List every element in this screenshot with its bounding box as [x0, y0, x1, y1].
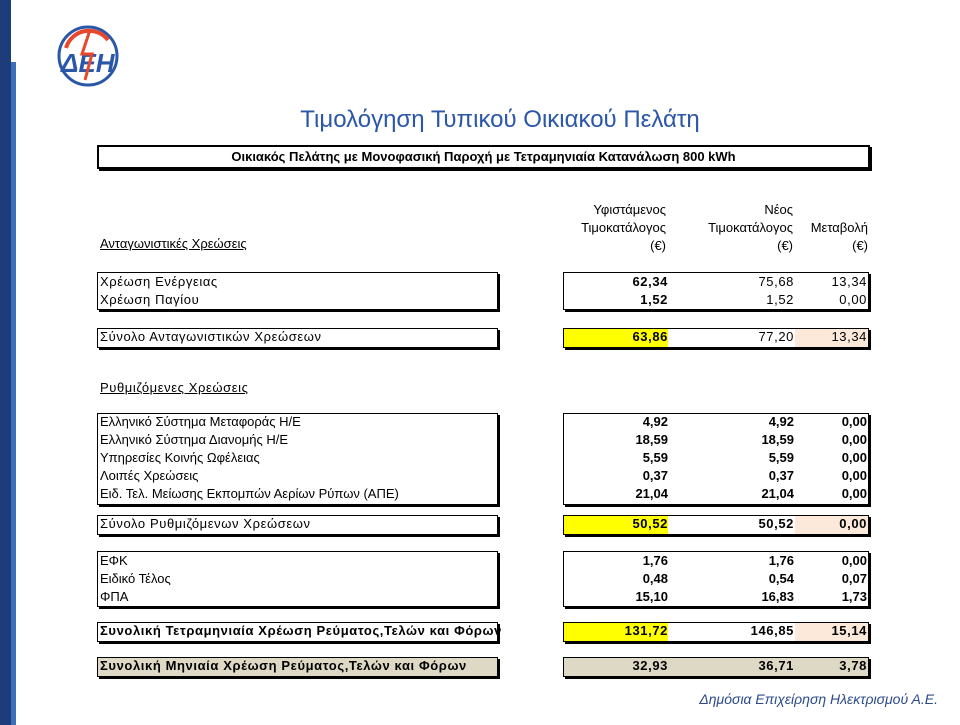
row-value-change: 1,73: [841, 589, 867, 604]
row-value-new: 0,37: [768, 468, 794, 483]
footer-company-name: Δημόσια Επιχείρηση Ηλεκτρισμού Α.Ε.: [699, 691, 938, 707]
row-value-new: 1,52: [766, 292, 794, 307]
row-value-change: 0,00: [841, 432, 867, 447]
row-value-current: 21,04: [635, 486, 668, 501]
row-label: Υπηρεσίες Κοινής Ωφέλειας: [100, 450, 260, 465]
col-header-change-line2: (€): [852, 238, 868, 253]
row-label: Ειδικό Τέλος: [100, 571, 171, 586]
row-value-new: 36,71: [758, 658, 794, 673]
subtitle: Οικιακός Πελάτης με Μονοφασική Παροχή με Τετραμηνιαία Κατανάλωση 800 kWh: [231, 149, 736, 164]
row-label: Ελληνικό Σύστημα Διανομής Η/Ε: [100, 432, 288, 447]
row-value-change: 13,34: [831, 274, 867, 289]
row-value-current: 0,37: [642, 468, 668, 483]
row-value-change: 0,00: [841, 486, 867, 501]
col-header-change: [800, 219, 868, 255]
deh-logo: [52, 18, 122, 98]
row-value-current: 32,93: [632, 658, 668, 673]
subtitle-box: [97, 145, 870, 169]
competitive-section-label: Ανταγωνιστικές Χρεώσεις: [100, 236, 247, 251]
row-value-new: 5,59: [768, 450, 794, 465]
sidebar-light-stripe: [11, 62, 16, 725]
row-value-current: 62,34: [632, 274, 668, 289]
row-value-change: 13,34: [831, 329, 867, 344]
row-value-new: 1,76: [768, 553, 794, 568]
row-value-new: 18,59: [761, 432, 794, 447]
row-label: Λοιπές Χρεώσεις: [100, 468, 199, 483]
row-value-change: 0,00: [841, 553, 867, 568]
col-header-current-line3: (€): [650, 238, 666, 253]
row-label: Χρέωση Ενέργειας: [100, 274, 218, 289]
row-value-current: 4,92: [642, 414, 668, 429]
row-value-current: 131,72: [624, 623, 668, 638]
row-value-new: 50,52: [758, 516, 794, 531]
col-header-current-line2: Τιμοκατάλογος: [581, 220, 666, 235]
row-value-current: 50,52: [632, 516, 668, 531]
row-label: Σύνολο Ανταγωνιστικών Χρεώσεων: [100, 329, 322, 344]
row-value-change: 0,00: [841, 414, 867, 429]
row-value-new: 0,54: [768, 571, 794, 586]
col-header-new-line2: Τιμοκατάλογος: [708, 220, 793, 235]
row-value-new: 75,68: [758, 274, 794, 289]
row-label: ΦΠΑ: [100, 589, 129, 604]
col-header-new: [672, 201, 793, 255]
col-header-current-line1: Υφιστάμενος: [593, 202, 666, 217]
row-value-new: 16,83: [761, 589, 794, 604]
row-value-current: 1,52: [640, 292, 668, 307]
row-value-new: 21,04: [761, 486, 794, 501]
row-value-current: 18,59: [635, 432, 668, 447]
col-header-new-line3: (€): [777, 238, 793, 253]
row-value-change: 0,00: [839, 292, 867, 307]
row-value-change: 0,07: [841, 571, 867, 586]
row-label: Ελληνικό Σύστημα Μεταφοράς Η/Ε: [100, 414, 301, 429]
regulated-section-label: Ρυθμιζόμενες Χρεώσεις: [100, 380, 249, 395]
row-value-change: 15,14: [831, 623, 867, 638]
row-value-new: 4,92: [768, 414, 794, 429]
row-value-change: 0,00: [839, 516, 867, 531]
row-label: ΕΦΚ: [100, 553, 128, 568]
row-value-current: 63,86: [632, 329, 668, 344]
row-value-new: 77,20: [758, 329, 794, 344]
row-label: Ειδ. Τελ. Μείωσης Εκπομπών Αερίων Ρύπων (ΑΠΕ): [100, 486, 399, 501]
row-value-change: 0,00: [841, 468, 867, 483]
row-value-current: 1,76: [642, 553, 668, 568]
logo-text: ΔΕΗ: [61, 48, 115, 78]
col-header-change-line1: Μεταβολή: [810, 220, 868, 235]
col-header-new-line1: Νέος: [764, 202, 793, 217]
col-header-current: [540, 201, 666, 255]
row-value-change: 0,00: [841, 450, 867, 465]
row-label: Σύνολο Ρυθμιζόμενων Χρεώσεων: [100, 516, 311, 531]
row-value-current: 15,10: [635, 589, 668, 604]
page-title: Τιμολόγηση Τυπικού Οικιακού Πελάτη: [300, 106, 700, 133]
row-value-change: 3,78: [839, 658, 867, 673]
row-label: Συνολική Μηνιαία Χρέωση Ρεύματος,Τελών και Φόρων: [100, 658, 467, 673]
row-value-new: 146,85: [750, 623, 794, 638]
row-label: Συνολική Τετραμηνιαία Χρέωση Ρεύματος,Τελών και Φόρων: [100, 623, 502, 638]
row-value-current: 0,48: [642, 571, 668, 586]
row-label: Χρέωση Παγίου: [100, 292, 200, 307]
row-value-current: 5,59: [642, 450, 668, 465]
